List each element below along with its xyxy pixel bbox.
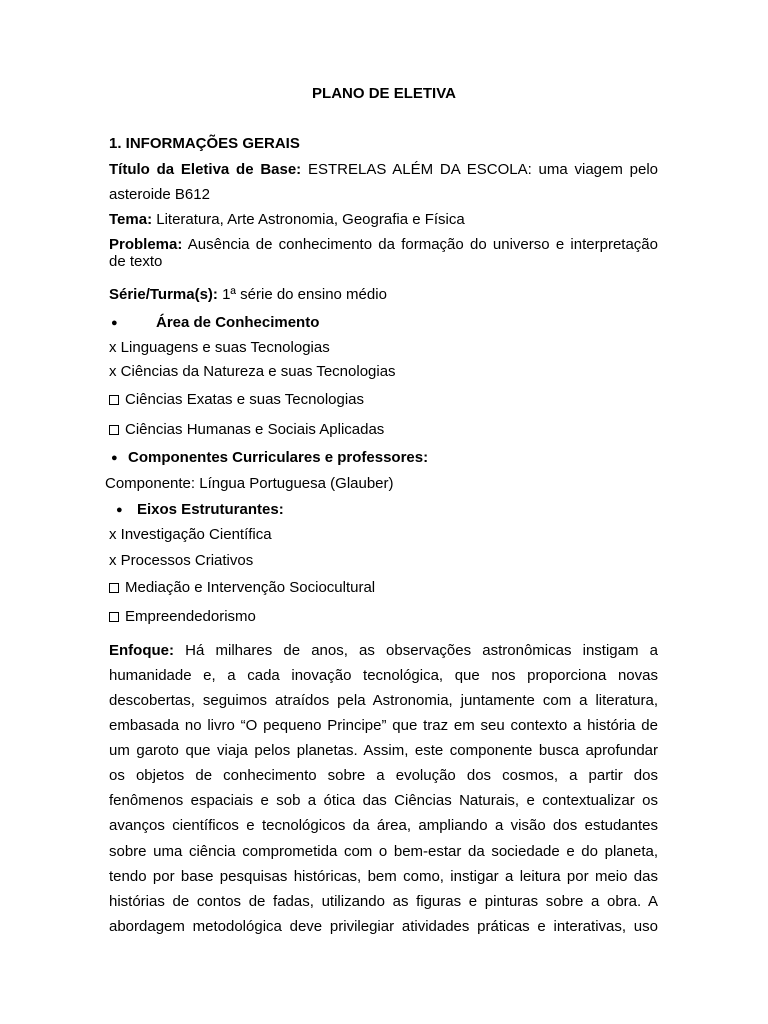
enfoque-line-2: humanidade e, a cada inovação tecnológica, que nos proporciona novas: [109, 667, 658, 684]
area-item-3: [109, 391, 364, 409]
section-heading: 1. INFORMAÇÕES GERAIS: [109, 135, 300, 152]
check-mark: x: [109, 552, 117, 569]
bullet-icon: ●: [111, 452, 118, 464]
page-title: PLANO DE ELETIVA: [312, 85, 456, 102]
eixos-item-2: [109, 552, 253, 570]
checkbox-icon: [109, 395, 119, 405]
bullet-icon: ●: [111, 317, 118, 329]
area-item-label: Linguagens e suas Tecnologias: [120, 339, 330, 356]
enfoque-line-6: os objetos de conhecimento sobre a evolução dos cosmos, a partir dos: [109, 767, 658, 784]
tema-line: [109, 211, 465, 229]
area-item-label: Ciências Humanas e Sociais Aplicadas: [125, 421, 385, 438]
checkbox-icon: [109, 425, 119, 435]
eixos-item-4: [109, 608, 256, 626]
enfoque-line-10: tendo por base pesquisas históricas, bem como, instigar a leitura por meio das: [109, 868, 658, 885]
serie-line: [109, 286, 387, 304]
bullet-icon: ●: [116, 504, 123, 516]
area-item-1: [109, 339, 330, 357]
eixos-heading: Eixos Estruturantes:: [137, 501, 284, 518]
enfoque-line-9: sobre uma ciência comprometida com o bem-estar da sociedade e do planeta,: [109, 843, 658, 860]
check-mark: x: [109, 526, 117, 543]
check-mark: x: [109, 363, 117, 380]
enfoque-label: Enfoque:: [109, 642, 174, 659]
serie-label: Série/Turma(s):: [109, 286, 218, 303]
enfoque-line-7: fenômenos espaciais e sob a ótica das Ciências Naturais, e contextualizar os: [109, 792, 658, 809]
serie-value: 1ª série do ensino médio: [222, 286, 387, 303]
eixos-item-label: Processos Criativos: [120, 552, 254, 569]
enfoque-line-3: descobertas, seguimos atraídos pela Astronomia, juntamente com a literatura,: [109, 692, 658, 709]
eixos-item-3: [109, 579, 375, 597]
area-heading: Área de Conhecimento: [156, 314, 320, 331]
tema-label: Tema:: [109, 211, 153, 228]
check-mark: x: [109, 339, 117, 356]
enfoque-line-5: um garoto que viaja pelos planetas. Assim, este componente busca aprofundar: [109, 742, 658, 759]
area-item-label: Ciências Exatas e suas Tecnologias: [125, 391, 365, 408]
titulo-line-1: [109, 161, 658, 179]
titulo-label: Título da Eletiva de Base:: [109, 161, 302, 178]
titulo-line-2: asteroide B612: [109, 186, 210, 203]
tema-value: Literatura, Arte Astronomia, Geografia e Física: [156, 211, 465, 228]
eixos-item-label: Empreendedorismo: [125, 608, 256, 625]
enfoque-line-4: embasada no livro “O pequeno Principe” que traz em seu contexto a história de: [109, 717, 658, 734]
enfoque-text: Há milhares de anos, as observações astronômicas instigam a: [185, 642, 658, 659]
enfoque-line-8: avanços científicos e tecnológicos da área, ampliando a visão dos estudantes: [109, 817, 658, 834]
problema-line-2: de texto: [109, 253, 163, 270]
componentes-heading: Componentes Curriculares e professores:: [128, 449, 429, 466]
enfoque-line-11: histórias de contos de fadas, utilizando as figuras e pinturas sobre a obra. A: [109, 893, 658, 910]
eixos-item-1: [109, 526, 272, 544]
enfoque-line-1: [109, 642, 658, 660]
area-item-label: Ciências da Natureza e suas Tecnologias: [120, 363, 396, 380]
enfoque-line-12: abordagem metodológica deve privilegiar atividades práticas e interativas, uso: [109, 918, 658, 935]
checkbox-icon: [109, 583, 119, 593]
area-item-4: [109, 421, 384, 439]
problema-value: Ausência de conhecimento da formação do universo e interpretação: [187, 236, 658, 253]
eixos-item-label: Mediação e Intervenção Sociocultural: [125, 579, 376, 596]
problema-line-1: [109, 236, 658, 254]
eixos-item-label: Investigação Científica: [120, 526, 272, 543]
titulo-value: ESTRELAS ALÉM DA ESCOLA: uma viagem pelo: [307, 161, 658, 178]
checkbox-icon: [109, 612, 119, 622]
area-item-2: [109, 363, 396, 381]
problema-label: Problema:: [109, 236, 183, 253]
componentes-value: Componente: Língua Portuguesa (Glauber): [105, 475, 394, 492]
